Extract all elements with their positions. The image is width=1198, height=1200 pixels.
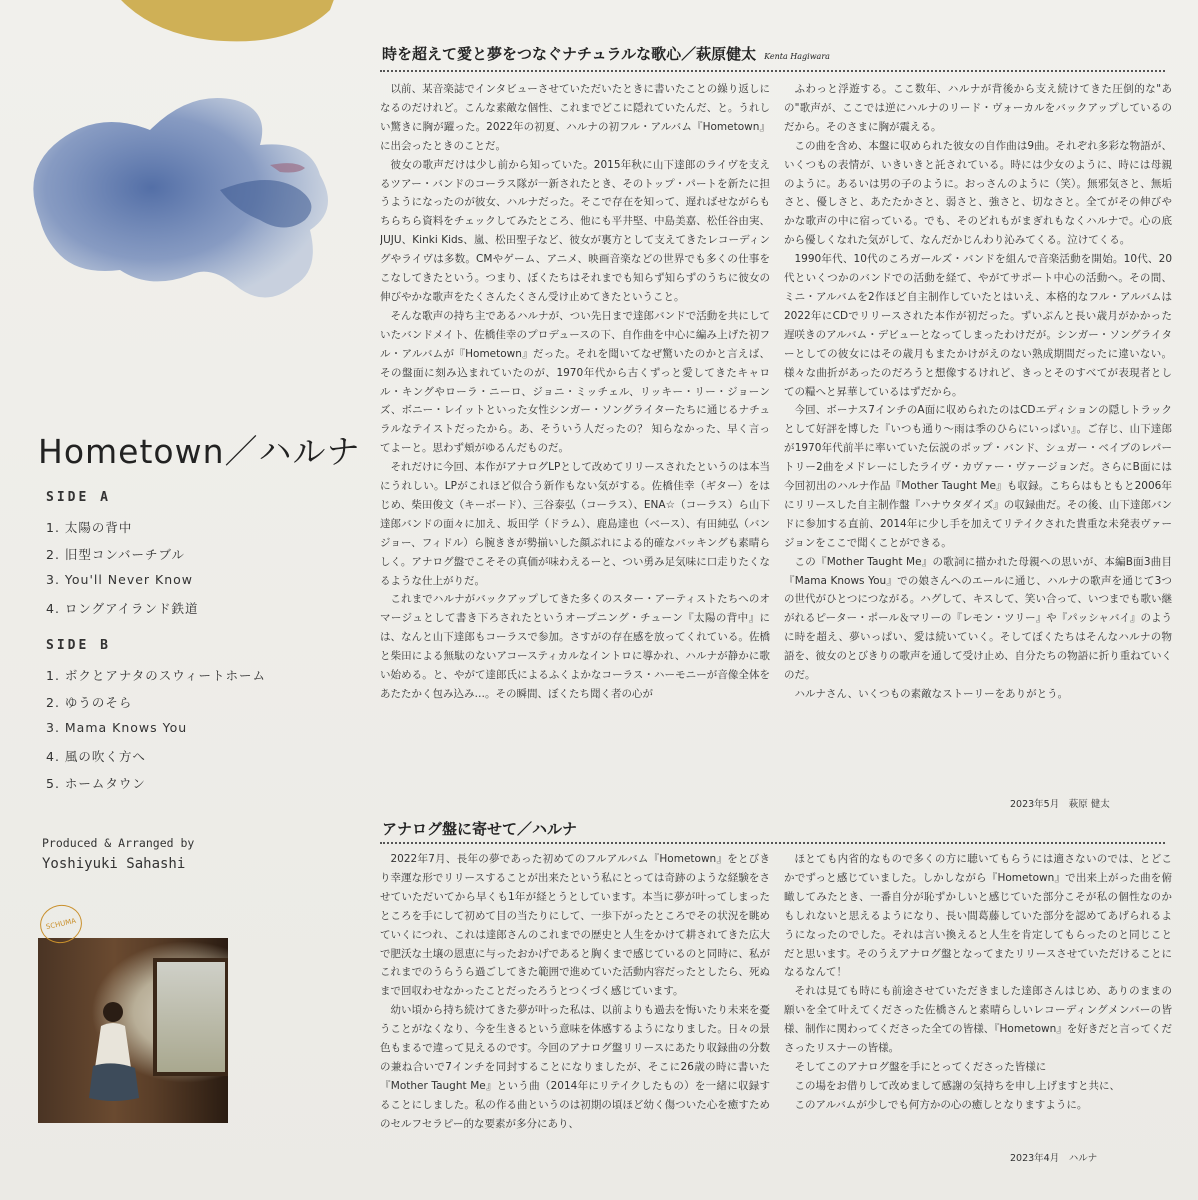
essay1-heading: [382, 43, 830, 64]
essay2-column-1: [380, 850, 770, 1155]
side-a-track-4: 4. ロングアイランド鉄道: [46, 601, 199, 616]
photo-window: [153, 958, 228, 1076]
essay1-col2-paragraph-1: ふわっと浮遊する。ここ数年、ハルナが背後から支え続けてきた圧倒的な"あの"歌声が、ここでは逆にハルナのリード・ヴォーカルをバックアップしているのだから。そのさまに胸が震える。: [784, 83, 1172, 133]
essay2-col2-paragraph-1: ほとても内省的なもので多くの方に聴いてもらうには適さないのでは、とどこかでずっと感じていました。しかしながら『Hometown』で出来上がった曲を俯瞰してみたとき、一番自分が恥ずかしいと感じていた部分こそが私の個性なのかもしれないと思えるようになり、長い間葛藤していた部分を認めてあげられるようになったのでした。それは言い換えると人生を肯定してもらったのと同じことだと思います。そのうえアナログ盤となってまたリリースさせていただけることになるなんて！: [784, 853, 1172, 979]
essay1-signature: 2023年5月 萩原 健太: [1010, 799, 1110, 810]
gold-watercolor-blot: [90, 0, 350, 60]
essay1-col1-paragraph-5: これまでハルナがバックアップしてきた多くのスター・アーティストたちへのオマージュとして書き下ろされたというオープニング・チューン『太陽の背中』には、なんと山下達郎もコーラスで参加。さすがの存在感を放ってくれている。佐橋と柴田による無駄のないアコースティカルなイントロに導かれ、ハルナが静かに歌い始める。と、やがて達郎氏によるふくよかなコーラス・ハーモニーが音像全体をあたたかく包み込み…。その瞬間、ぼくたち聞く者の心が: [380, 593, 770, 700]
credit-role: Produced & Arranged by: [42, 836, 195, 850]
photo-person-silhouette: [83, 998, 143, 1108]
essay1-col2-paragraph-5: この『Mother Taught Me』の歌詞に描かれた母親への思いが、本編B面3曲目『Mama Knows You』での娘さんへのエールに通じ、ハルナの歌声を通じて3つの世代がひとつにつながる。ハグして、キスして、笑い合って、いつまでも歌い継がれるピーター・ポール＆マリーの『レモン・ツリー』や『パッシャバイ』のように時を超え、夢いっぱい、愛は続いていく。そしてぼくたちはそんなハルナの物語を、彼女のとびきりの歌声を通して受け止め、自分たちの物語に折り重ねていくのだ。: [784, 555, 1172, 682]
essay1-byline-romaji: Kenta Hagiwara: [764, 52, 830, 61]
side-b-track-2: 2. ゆうのそら: [46, 695, 133, 710]
essay2-col1-paragraph-1: 2022年7月、長年の夢であった初めてのフルアルバム『Hometown』をとびきり幸運な形でリリースすることが出来たという私にとっては奇跡のような経験をさせていただいてから早くも1年が経とうとしています。本当に夢が叶ってしまったところを手にして初めて目の当たりにして、一歩下がったところでその状況を眺めていくにつれ、これは達郎さんのこれまでの歴史と人生をかけて耕されてきた広大で肥沃な土壌の恩恵に与ったおかげであると胸くまで感じているのと同時に、私がこれまでのうらうら過ごしてきた範囲で進めていた活動内容だったとしたら、死ぬまで回収わせなかったことだったろうとつくづく感じています。: [380, 853, 770, 998]
essay2-title: アナログ盤に寄せて／ハルナ: [382, 820, 578, 838]
essay2-column-2: [784, 850, 1172, 1140]
blue-watercolor-blot: [20, 70, 360, 320]
essay2-col2-paragraph-4: この場をお借りして改めまして感謝の気持ちを申し上げますと共に、: [794, 1079, 1120, 1092]
essay1-title: 時を超えて愛と夢をつなぐナチュラルな歌心／萩原健太: [382, 45, 757, 63]
essay2-col2-paragraph-3: そしてこのアナログ盤を手にとってくださった皆様に: [794, 1060, 1047, 1073]
essay1-col1-paragraph-3: そんな歌声の持ち主であるハルナが、つい先日まで達郎バンドで活動を共にしていたバンドメイト、佐橋佳幸のプロデュースの下、自作曲を中心に編み上げた初フル・アルバムが『Hometown』だった。それを聞いてなぜ驚いたのかと言えば、その盤面に刻み込まれていたのが、1970年代から古くずっと愛してきたキャロル・キングやローラ・ニーロ、ジョニ・ミッチェル、リッキー・リー・ジョーンズ、ボニー・レイットといった女性シンガー・ソングライターたちに通じるナチュラルなテイストだったから。あ、そういう人だったの？ 知らなかった、早く言ってよーと。思わず頬がゆるんだものだ。: [380, 309, 770, 455]
essay2-col1-paragraph-2: 幼い頃から持ち続けてきた夢が叶った私は、以前よりも過去を悔いたり未来を憂うことがなくなり、今を生きるという意味を体感するようになりました。日々の景色もまるで違って見えるのです。今回のアナログ盤リリースにあたり収録曲の分数の兼ね合いで7インチを同封することになりましたが、そこに26歳の時に書いた『Mother Taught Me』という曲（2014年にリテイクしたもの）を一緒に収録することにしました。私の作る曲というのは初期の頃ほど幼く傷ついた心を癒すためのセルフセラピー的な要素が多分にあり、: [380, 1004, 770, 1130]
credit-name: Yoshiyuki Sahashi: [42, 856, 186, 872]
artist-photo: [38, 938, 228, 1123]
essay1-col1-paragraph-1: 以前、某音楽誌でインタビューさせていただいたときに書いたことの繰り返しになるのだけれど。こんな素敵な個性、これまでどこに隠れていたんだ、と。うれしい驚きに胸が躍った。2022年の初夏、ハルナの初フル・アルバム『Hometown』に出会ったときのことだ。: [380, 83, 770, 152]
essay1-col2-paragraph-6: ハルナさん、いくつもの素敵なストーリーをありがとう。: [794, 688, 1069, 700]
essay1-col2-paragraph-2: この曲を含め、本盤に収められた彼女の自作曲は9曲。それぞれ多彩な物語が、いくつもの表情が、いきいきと託されている。時には少女のように、時には母親のように。あるいは男の子のように。おっさんのように（笑）。無邪気さと、無垢さと、優しさと、あたたかさと、弱さと、強さと、切なさと。全てがその伸びやかな歌声の中に宿っている。でも、そのどれもがまぎれもなくハルナで。心の底から優しくなれた気がして、なんだかじんわり沁みてくる。泣けてくる。: [784, 139, 1172, 247]
essay2-dotted-rule: [380, 842, 1165, 844]
side-a-label: SIDE A: [46, 490, 111, 505]
essay1-column-1: [380, 80, 770, 800]
essay1-col1-paragraph-4: それだけに今回、本作がアナログLPとして改めてリリースされたというのは本当にうれしい。LPがこれほど似合う新作もない気がする。佐橋佳幸（ギター）をはじめ、柴田俊文（キーボード）、三谷泰弘（コーラス）、ENA☆（コーラス）ら山下達郎バンドの面々に加え、坂田学（ドラム）、鹿島達也（ベース）、有田純弘（バンジョー、フィドル）ら腕ききが勢揃いした顔ぶれによる的確なバッキングも素晴らしく。アナログ盤でこそその真価が味わえるーと、つい勇み足気味に口走りたくなるような仕上がりだ。: [380, 461, 770, 587]
essay2-col2-paragraph-5: このアルバムが少しでも何方かの心の癒しとなりますように。: [794, 1098, 1088, 1111]
essay1-col1-paragraph-2: 彼女の歌声だけは少し前から知っていた。2015年秋に山下達郎のライヴを支えるツアー・バンドのコーラス隊が一新されたとき、そのトップ・パートを新たに担うようになったのが彼女、ハルナだった。そこで存在を知って、遅ればせながらもちらちら資料をチェックしてみたところ、他にも平井堅、中島美嘉、松任谷由実、JUJU、Kinki Kids、嵐、松田聖子など、彼女が裏方として支えてきたレコーディングやライヴは多数。CMやゲーム、アニメ、映画音楽などの世界でも多くの仕事をこなしてきたという。つまり、ぼくたちはそれまでも知らず知らずのうちに彼女の伸びやかな歌声をたくさんたくさん受け止めてきたということ。: [380, 158, 770, 303]
side-a-track-3: 3. You'll Never Know: [46, 572, 194, 587]
essay2-signature: 2023年4月 ハルナ: [1010, 1153, 1098, 1164]
essay1-column-2: [784, 80, 1172, 780]
essay1-dotted-rule: [380, 70, 1165, 72]
side-b-track-1: 1. ボクとアナタのスウィートホーム: [46, 668, 267, 683]
essay1-col2-paragraph-3: 1990年代、10代のころガールズ・バンドを組んで音楽活動を開始。10代、20代といくつかのバンドでの活動を経て、やがてサポート中心の活動へ。その間、ミニ・アルバムを2作ほど自主制作していたとはいえ、本格的なフル・アルバムは2022年にCDでリリースされた本作が初だった。ずいぶんと長い歳月がかかった遅咲きのアルバム・デビューとなってしまったわけだが。シンガー・ソングライターとしての彼女にはその歳月もまたかけがえのない熟成期間だったに違いない。様々な曲折があったのだろうと想像するけれど、きっとそのすべてが表現者としての糧へと昇華しているはずだから。: [784, 253, 1172, 398]
essay2-col2-paragraph-2: それは見ても時にも前途させていただきました達郎さんはじめ、ありのままの願いを全て叶えてくださった佐橋さんと素晴らしいレコーディングメンバーの皆様、制作に関わってくださった全ての皆様、『Hometown』を好きだと言ってくださったリスナーの皆様。: [784, 985, 1172, 1055]
side-b-track-5: 5. ホームタウン: [46, 776, 146, 791]
side-a-track-2: 2. 旧型コンバーチブル: [46, 547, 186, 562]
side-b-label: SIDE B: [46, 638, 111, 653]
album-title: Hometown／ハルナ: [38, 432, 361, 471]
side-a-track-1: 1. 太陽の背中: [46, 520, 133, 535]
side-b-track-3: 3. Mama Knows You: [46, 720, 188, 735]
essay1-col2-paragraph-4: 今回、ボーナス7インチのA面に収められたのはCDエディションの隠しトラックとして好評を博した『いつも通り〜雨は季のひらにいっぱい』。ご存じ、山下達郎が1970年代前半に率いていた伝説のポップ・バンド、シュガー・ベイブのレパートリー2曲をメドレーにしたライヴ・カヴァー・ヴァージョンだ。さらにB面には今回初出のハルナ作品『Mother Taught Me』も収録。こちらはもともと2006年にリリースした自主制作盤『ハナウタダイズ』の収録曲だ。その後、山下達郎バンドに参加する直前、2014年に少し手を加えてリテイクされた貴重な未発表ヴァージョンをここで聞くことができる。: [784, 404, 1172, 549]
label-stamp-logo: SCHUMA: [37, 901, 86, 947]
side-b-track-4: 4. 風の吹く方へ: [46, 749, 146, 764]
